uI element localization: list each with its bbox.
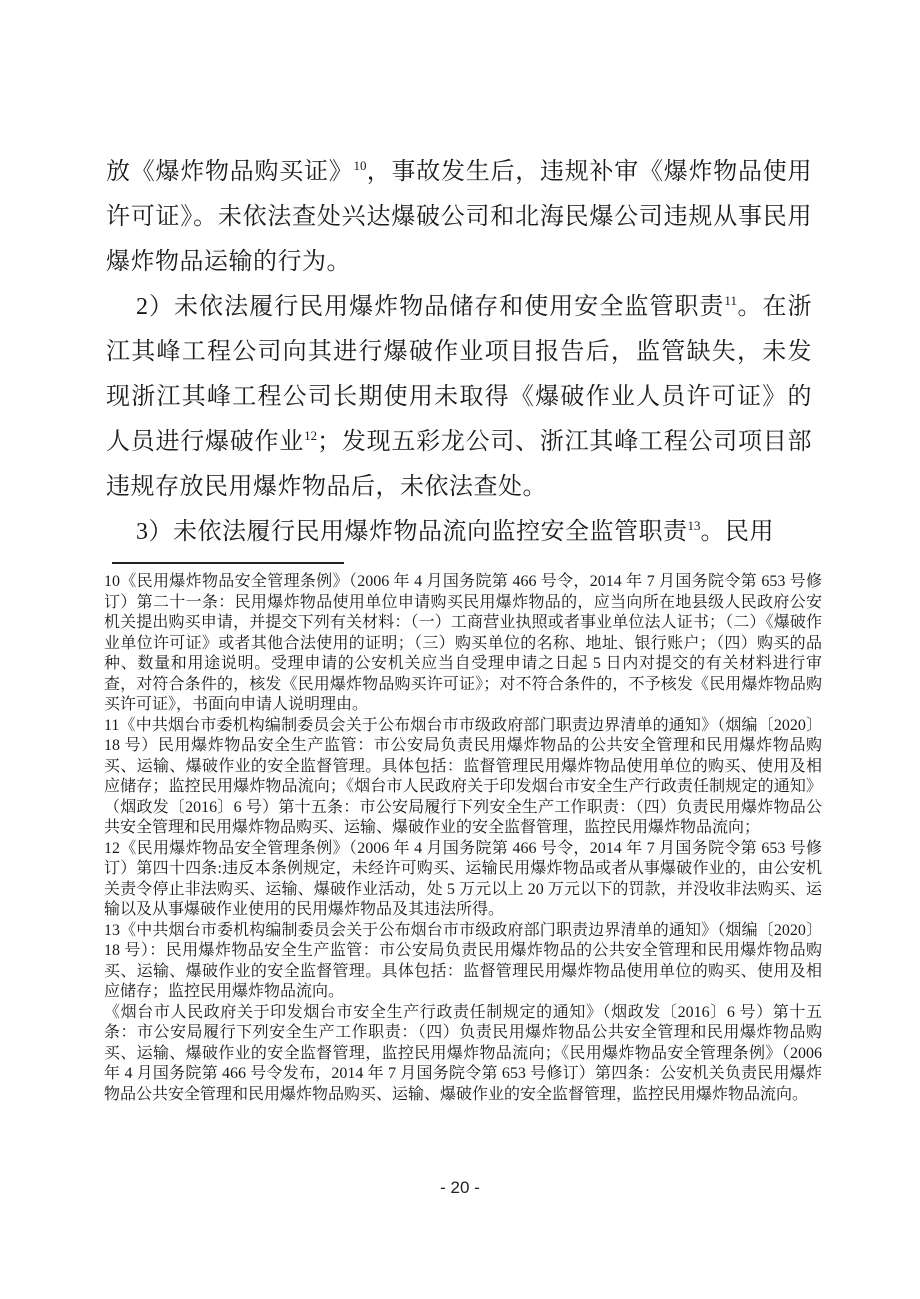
footnote-10 — [104, 572, 822, 716]
footnote-ref-10: 10 — [353, 158, 367, 173]
body-text-run: 。民用 — [700, 519, 774, 545]
footnote-13 — [104, 921, 822, 1003]
body-text-run: 3）未依法履行民用爆炸物品流向监控安全监管职责 — [136, 519, 688, 545]
body-text-run: ，事故发生后，违规补审《爆炸物品使用许可证》。未依法查处兴达爆破公司和北海民爆公司违规从事民用爆炸物品运输的行为。 — [106, 159, 812, 275]
footnote-11 — [104, 716, 822, 839]
body-text-run: 。在浙江其峰工程公司向其进行爆破作业项目报告后，监管缺失，未发现浙江其峰工程公司长期使用未取得《爆破作业人员许可证》的人员进行爆破作业 — [106, 294, 813, 455]
body-text-run: 放《爆炸物品购买证》 — [106, 159, 354, 185]
footnotes-section — [104, 572, 822, 1105]
body-paragraph-3 — [106, 510, 812, 555]
footnote-ref-12: 12 — [304, 428, 318, 443]
body-text-run: 2）未依法履行民用爆炸物品储存和使用安全监管职责 — [136, 294, 725, 320]
footnote-ref-11: 11 — [724, 293, 737, 308]
body-text-block — [106, 150, 812, 555]
footnote-12 — [104, 839, 822, 921]
body-text-run: ；发现五彩龙公司、浙江其峰工程公司项目部违规存放民用爆炸物品后，未依法查处。 — [106, 429, 813, 500]
footnote-text: 13《中共烟台市委机构编制委员会关于公布烟台市市级政府部门职责边界清单的通知》（烟编〔2020〕18 号）：民用爆炸物品安全生产监管：市公安局负责民用爆炸物品的公共安全管理和民用爆炸物品购买、运输、爆破作业的安全监督管理。具体包括：监督管理民用爆炸物品使用单位的购买、使用及相应储存；监控民用爆炸物品流向。 — [104, 921, 822, 1000]
footnote-text: 《烟台市人民政府关于印发烟台市安全生产行政责任制规定的通知》（烟政发〔2016〕6 号）第十五条：市公安局履行下列安全生产工作职责：（四）负责民用爆炸物品公共安全管理和民用爆炸物品购买、运输、爆破作业的安全监督管理，监控民用爆炸物品流向；《民用爆炸物品安全管理条例》（2006 年 4 月国务院第 466 号令发布，2014 年 7 月国务院令第 653 号修订）第四条：公安机关负责民用爆炸物品公共安全管理和民用爆炸物品购买、运输、爆破作业的安全监督管理，监控民用爆炸物品流向。 — [104, 1003, 822, 1103]
footnote-ref-13: 13 — [687, 518, 701, 533]
footnote-text: 12《民用爆炸物品安全管理条例》（2006 年 4 月国务院第 466 号令，2014 年 7 月国务院令第 653 号修订）第四十四条:违反本条例规定，未经许可购买、运输民用爆炸物品或者从事爆破作业的，由公安机关责令停止非法购买、运输、爆破作业活动，处 5 万元以上 20 万元以下的罚款，并没收非法购买、运输以及从事爆破作业使用的民用爆炸物品及其违法所得。 — [104, 839, 822, 918]
footnote-separator-line — [112, 562, 344, 564]
page-number: - 20 - — [440, 1178, 480, 1197]
body-paragraph-1 — [106, 150, 812, 285]
footnote-text: 11《中共烟台市委机构编制委员会关于公布烟台市市级政府部门职责边界清单的通知》（烟编〔2020〕18 号）民用爆炸物品安全生产监管：市公安局负责民用爆炸物品的公共安全管理和民用爆炸物品购买、运输、爆破作业的安全监督管理。具体包括：监督管理民用爆炸物品使用单位的购买、使用及相应储存；监控民用爆炸物品流向；《烟台市人民政府关于印发烟台市安全生产行政责任制规定的通知》（烟政发〔2016〕6 号）第十五条：市公安局履行下列安全生产工作职责：（四）负责民用爆炸物品公共安全管理和民用爆炸物品购买、运输、爆破作业的安全监督管理，监控民用爆炸物品流向； — [104, 716, 822, 836]
body-paragraph-2 — [106, 285, 812, 510]
footnote-text: 10《民用爆炸物品安全管理条例》（2006 年 4 月国务院第 466 号令，2014 年 7 月国务院令第 653 号修订）第二十一条：民用爆炸物品使用单位申请购买民用爆炸物品的，应当向所在地县级人民政府公安机关提出购买申请，并提交下列有关材料：（一）工商营业执照或者事业单位法人证书；（二）《爆破作业单位许可证》或者其他合法使用的证明；（三）购买单位的名称、地址、银行账户；（四）购买的品种、数量和用途说明。受理申请的公安机关应当自受理申请之日起 5 日内对提交的有关材料进行审查，对符合条件的，核发《民用爆炸物品购买许可证》；对不符合条件的，不予核发《民用爆炸物品购买许可证》，书面向申请人说明理由。 — [104, 573, 822, 713]
footnote-13-continued — [104, 1003, 822, 1106]
